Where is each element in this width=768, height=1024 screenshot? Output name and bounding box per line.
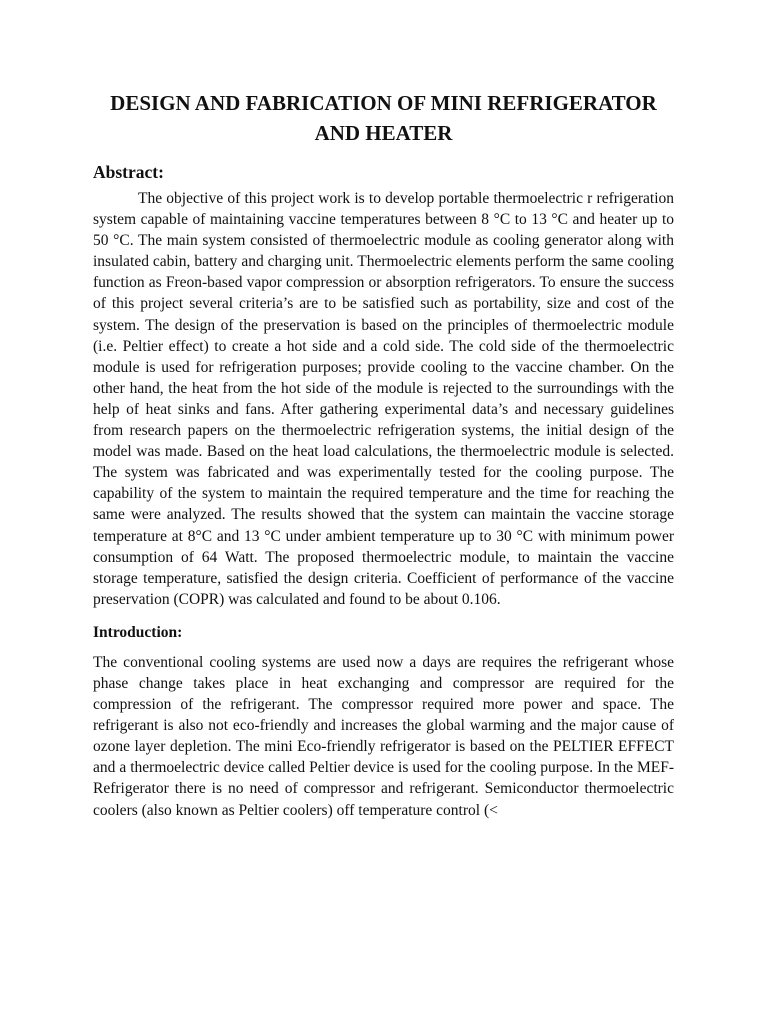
abstract-paragraph: The objective of this project work is to develop portable thermoelectric r refrigeration system capable of maintaining vaccine temperatures between 8 °C to 13 °C and heater up to 50 °C. The main system consisted of thermoelectric module as cooling generator along with insulated cabin, battery and charging unit. Thermoelectric elements perform the same cooling function as Freon-based vapor compression or absorption refrigerators. To ensure the success of this project several criteria’s are to be satisfied such as portability, size and cost of the system. The design of the preservation is based on the principles of thermoelectric module (i.e. Peltier effect) to create a hot side and a cold side. The cold side of the thermoelectric module is used for refrigeration purposes; provide cooling to the vaccine chamber. On the other hand, the heat from the hot side of the module is rejected to the surroundings with the help of heat sinks and fans. After gathering experimental data’s and necessary guidelines from research papers on the thermoelectric refrigeration systems, the initial design of the model was made. Based on the heat load calculations, the thermoelectric module is selected. The system was fabricated and was experimentally tested for the cooling purpose. The capability of the system to maintain the required temperature and the time for reaching the same were analyzed. The results showed that the system can maintain the vaccine storage temperature at 8°C and 13 °C under ambient temperature up to 30 °C with minimum power consumption of 64 Watt. The proposed thermoelectric module, to maintain the vaccine storage temperature, satisfied the design criteria. Coefficient of performance of the vaccine preservation (COPR) was calculated and found to be about 0.106. bbox=[93, 190, 674, 608]
document-title: DESIGN AND FABRICATION OF MINI REFRIGERATOR AND HEATER bbox=[110, 91, 657, 145]
introduction-paragraph: The conventional cooling systems are used now a days are requires the refrigerant whose phase change takes place in heat exchanging and compressor are required for the compression of the refrigerant. The compressor required more power and space. The refrigerant is also not eco-friendly and increases the global warming and the major cause of ozone layer depletion. The mini Eco-friendly refrigerator is based on the PELTIER EFFECT and a thermoelectric device called Peltier device is used for the cooling purpose. In the MEF-Refrigerator there is no need of compressor and refrigerant. Semiconductor thermoelectric coolers (also known as Peltier coolers) off temperature control (< bbox=[93, 653, 674, 819]
abstract-heading: Abstract: bbox=[93, 162, 164, 182]
introduction-heading: Introduction: bbox=[93, 623, 183, 641]
